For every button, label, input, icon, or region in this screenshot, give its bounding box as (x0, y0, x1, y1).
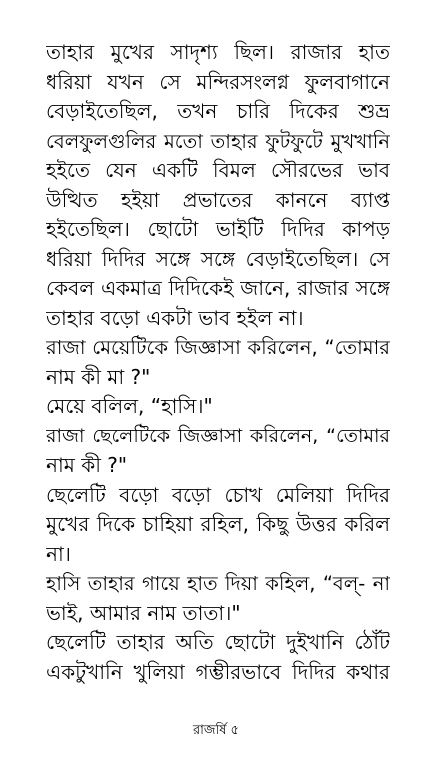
text-line: ছেলেটি বড়ো বড়ো চোখ মেলিয়া দিদির (46, 482, 390, 507)
text-line: হাসি তাহার গায়ে হাত দিয়া কহিল, “বল্‌- না (46, 572, 390, 595)
text-line: কেবল একমাত্র দিদিকেই জানে, রাজার সঙ্গে (46, 276, 390, 300)
text-line: বেড়াইতেছিল, তখন চারি দিকের শুভ্র (46, 99, 390, 123)
text-line: উত্থিত হইয়া প্রভাতের কাননে ব্যাপ্ত (46, 187, 390, 212)
text-line: মুখের দিকে চাহিয়া রহিল, কিছু উত্তর করিল (46, 512, 390, 536)
text-line: ধরিয়া যখন সে মন্দিরসংলগ্ন ফুলবাগানে (46, 69, 390, 94)
text-line: নাম কী ?" (46, 453, 128, 477)
text-line: একটুখানি খুলিয়া গম্ভীরভাবে দিদির কথার (46, 659, 390, 684)
body-text (46, 38, 390, 687)
text-line: ধরিয়া দিদির সঙ্গে সঙ্গে বেড়াইতেছিল। সে (46, 246, 390, 271)
text-line: হইতে যেন একটি বিমল সৌরভের ভাব (46, 158, 390, 182)
text-line: তাহার বড়ো একটা ভাব হইল না। (46, 305, 304, 330)
text-line: নাম কী মা ?" (46, 364, 151, 389)
text-line: রাজা ছেলেটিকে জিজ্ঞাসা করিলেন, “তোমার (46, 424, 390, 447)
page-footer: রাজর্ষি ৫ (192, 723, 239, 738)
text-line: না। (46, 541, 71, 566)
text-line: তাহার মুখের সাদৃশ্য ছিল। রাজার হাত (46, 40, 390, 64)
text-line: হইতেছিল। ছোটো ভাইটি দিদির কাপড় (46, 217, 390, 241)
text-line: মেয়ে বলিল, “হাসি।" (46, 394, 213, 418)
text-line: বেলফুলগুলির মতো তাহার ফুটফুটে মুখখানি (46, 129, 390, 153)
text-line: রাজা মেয়েটিকে জিজ্ঞাসা করিলেন, “তোমার (46, 336, 390, 359)
text-line: ভাই, আমার নাম তাতা।" (46, 600, 241, 625)
text-line: ছেলেটি তাহার অতি ছোটো দুইখানি ঠোঁট (46, 630, 390, 654)
